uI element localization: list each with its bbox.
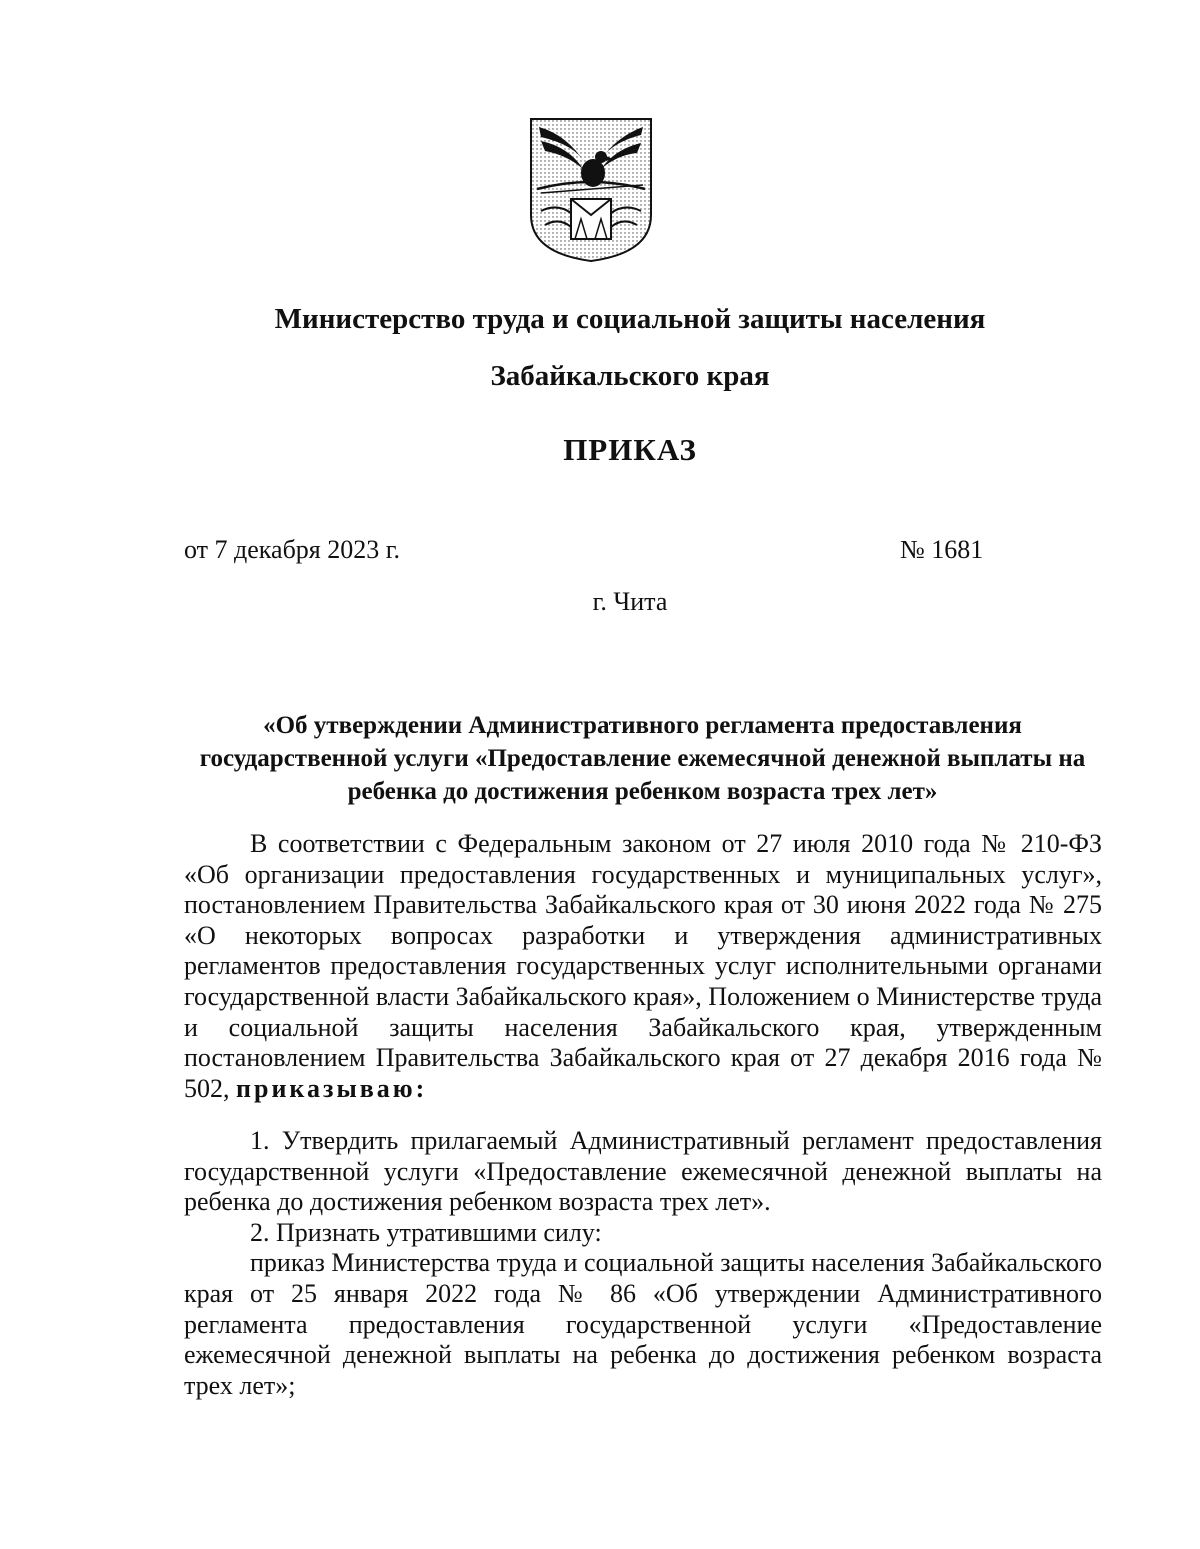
point-1: 1. Утвердить прилагаемый Административный регламент предоставления государственной услуги «Предоставление ежемесячной денежной выплаты на ребенка до достижения ребенком возраста трех лет». xyxy=(184,1126,1102,1217)
ministry-name: Министерство труда и социальной защиты населения xyxy=(274,303,986,335)
region-name: Забайкальского края xyxy=(490,360,770,392)
title-line-1: «Об утверждении Административного регламента предоставления xyxy=(263,712,1022,739)
title-line-3: ребенка до достижения ребенком возраста трех лет» xyxy=(347,778,938,805)
title-line-2: государственной услуги «Предоставление ежемесячной денежной выплаты на xyxy=(199,745,1086,772)
coat-of-arms-icon xyxy=(527,115,655,265)
order-city: г. Чита xyxy=(592,587,668,616)
order-points xyxy=(184,1126,1102,1401)
document-title xyxy=(180,709,1105,808)
document-type: ПРИКАЗ xyxy=(563,432,697,467)
preamble-text: В соответствии с Федеральным законом от 27 июля 2010 года № 210-ФЗ «Об организации предоставления государственных и муниципальных услуг», постановлением Правительства Забайкальского края от 30 июня 2022 года № 275 «О некоторых вопросах разработки и утверждения административных регламентов предоставления государственных услуг исполнительными органами государственной власти Забайкальского края», Положением о Министерстве труда и социальной защиты населения Забайкальского края, утвержденным постановлением Правительства Забайкальского края от 27 декабря 2016 года № 502, xyxy=(184,829,1102,1103)
preamble-paragraph xyxy=(184,829,1102,1104)
order-word: приказываю: xyxy=(236,1073,428,1103)
order-number: № 1681 xyxy=(900,535,984,564)
point-2-item: приказ Министерства труда и социальной защиты населения Забайкальского края от 25 января 2022 года № 86 «Об утверждении Административного регламента предоставления государственной услуги «Предоставление ежемесячной денежной выплаты на ребенка до достижения ребенком возраста трех лет»; xyxy=(184,1248,1102,1400)
order-date: от 7 декабря 2023 г. xyxy=(184,535,400,564)
point-2: 2. Признать утратившими силу: xyxy=(250,1217,602,1247)
